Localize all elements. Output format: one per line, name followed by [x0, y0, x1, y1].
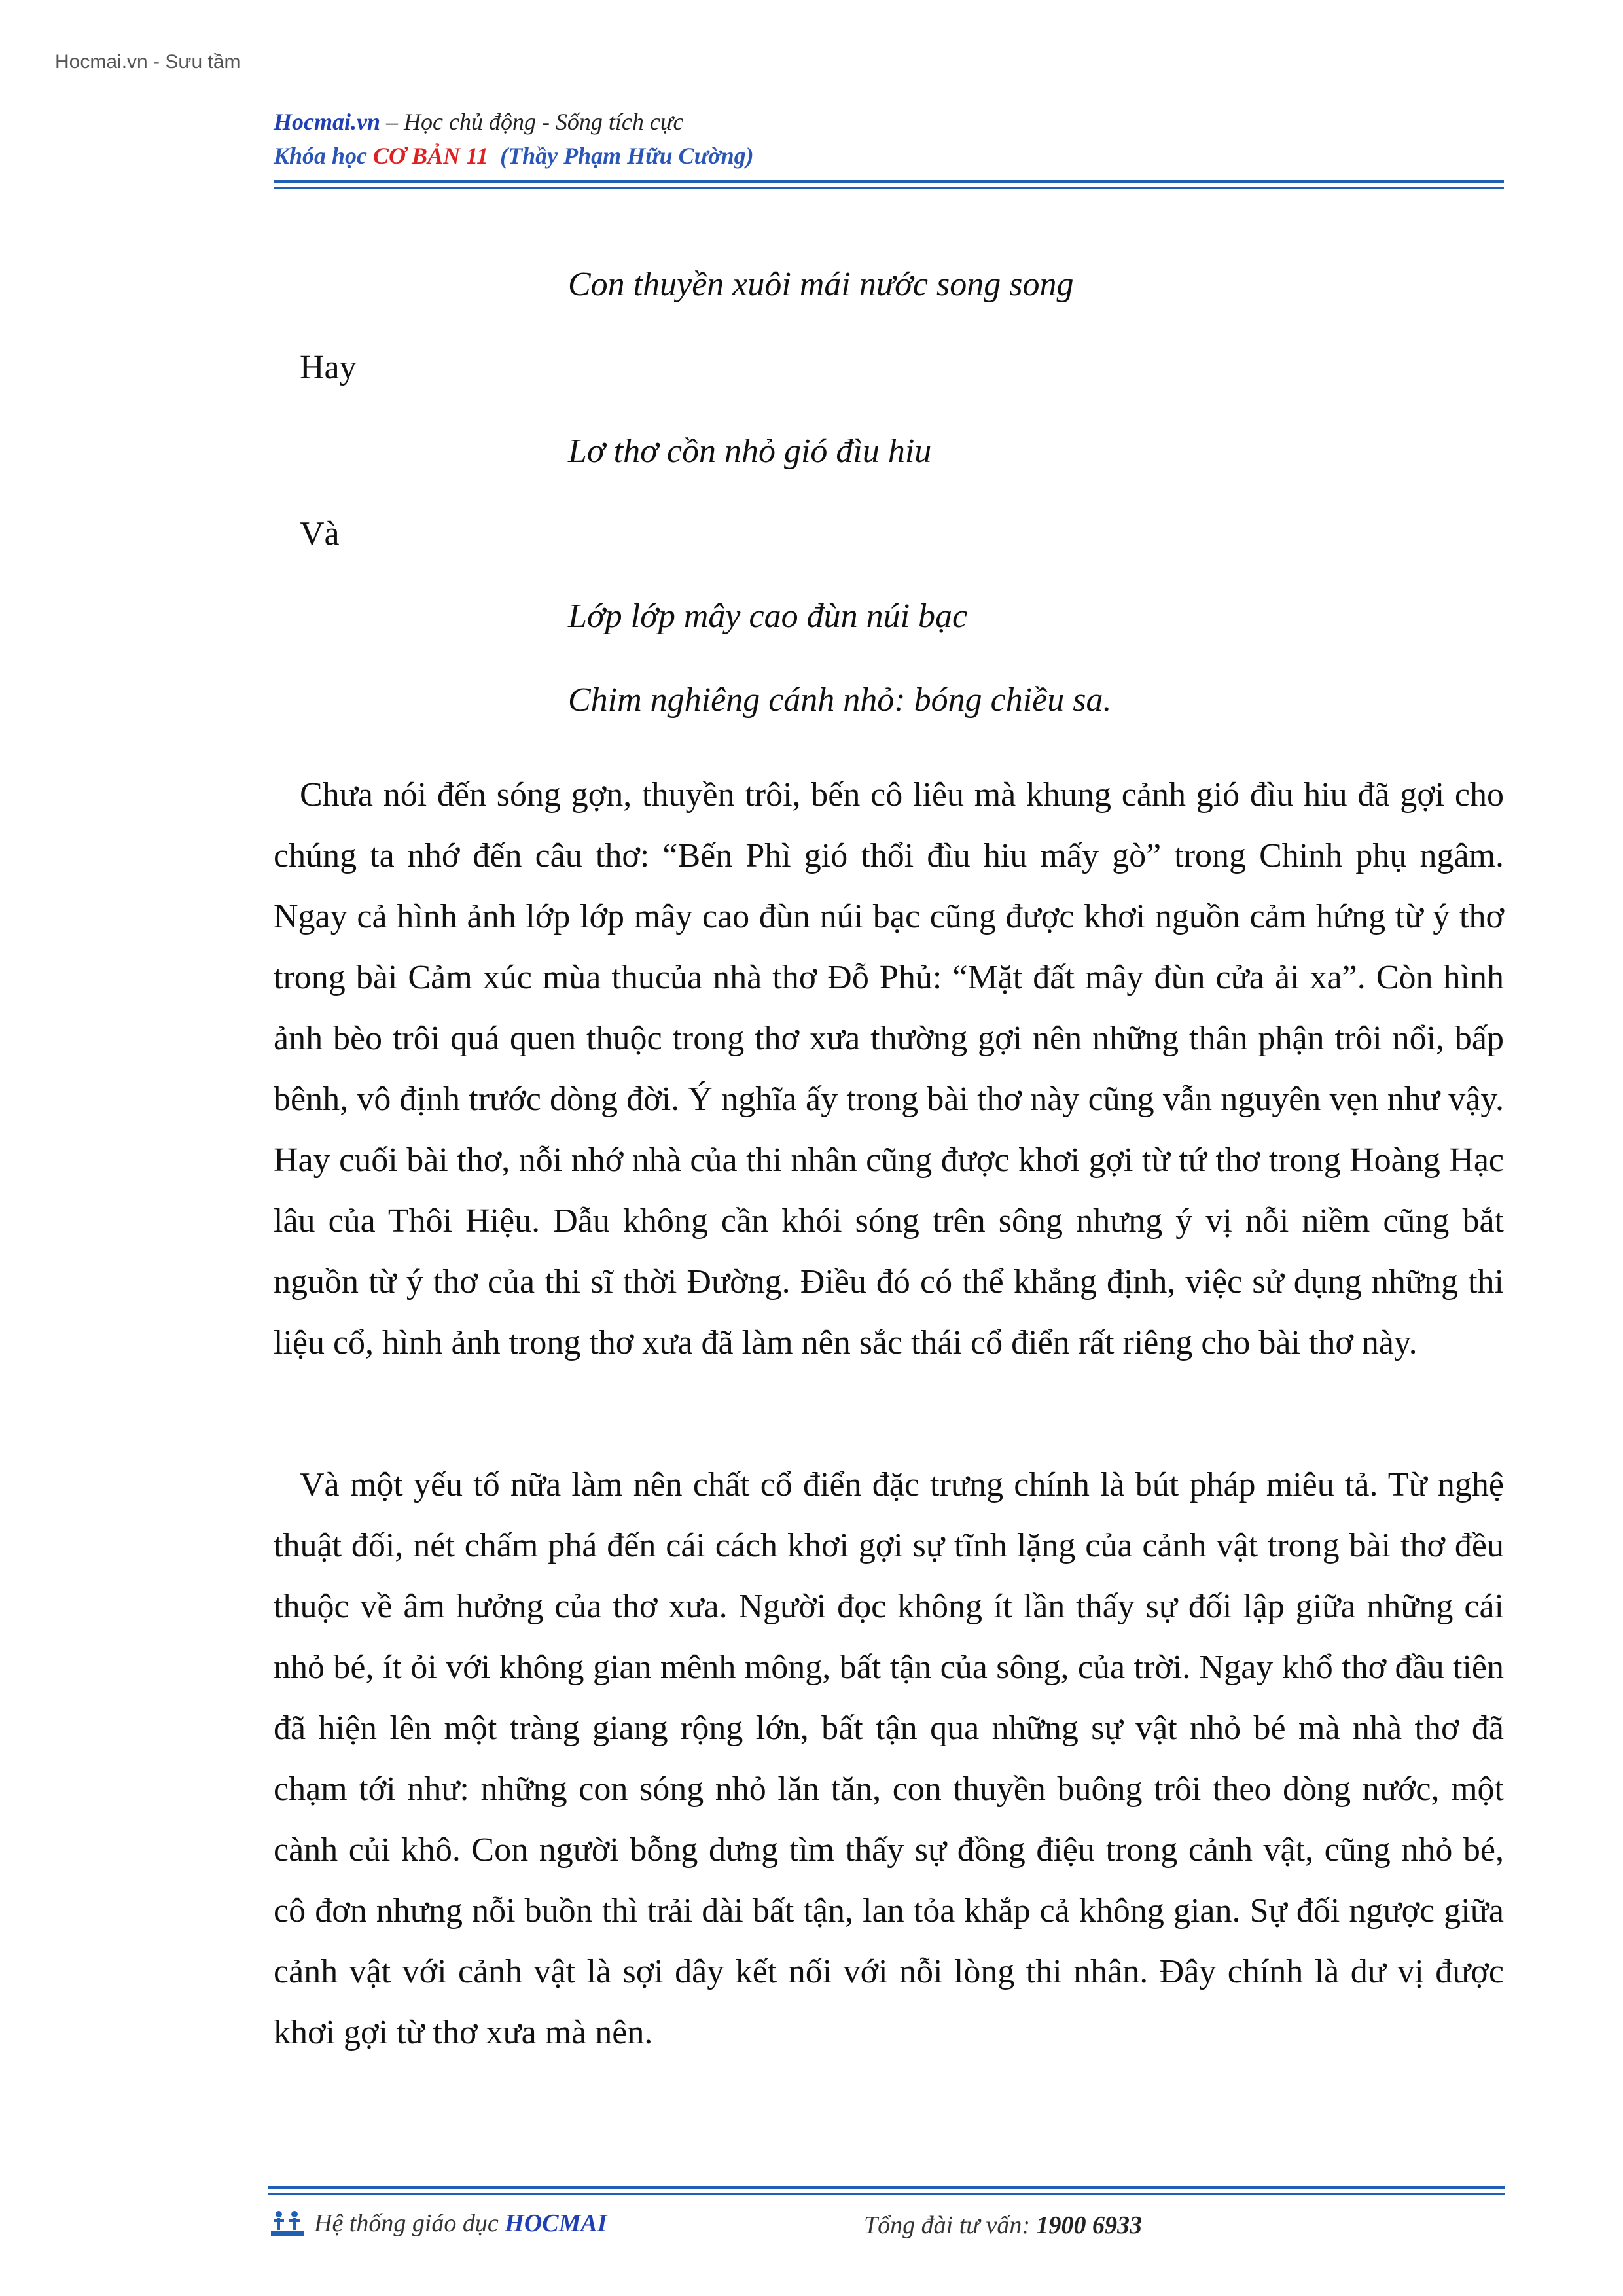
- brand-name: Hocmai.vn: [274, 109, 380, 135]
- poem-line-2: Lơ thơ cồn nhỏ gió đìu hiu: [568, 433, 932, 470]
- poem-line-3: Lớp lớp mây cao đùn núi bạc: [568, 598, 968, 635]
- connector-va: Và: [300, 515, 340, 552]
- teacher-name: (Thầy Phạm Hữu Cường): [488, 143, 754, 169]
- footer-divider: [268, 2186, 1505, 2195]
- footer-left: [270, 2209, 607, 2238]
- header-line-1: [274, 105, 1504, 139]
- source-watermark: Hocmai.vn - Sưu tầm: [55, 51, 241, 73]
- system-name: HOCMAI: [505, 2210, 607, 2237]
- connector-hay: Hay: [300, 349, 357, 386]
- poem-line-1: Con thuyền xuôi mái nước song song: [568, 266, 1074, 303]
- system-label-text: Hệ thống giáo dục: [314, 2210, 505, 2237]
- paragraph-2: Và một yếu tố nữa làm nên chất cổ điển đặc trưng chính là bút pháp miêu tả. Từ nghệ thuật đối, nét chấm phá đến cái cách khơi gợi sự tĩnh lặng của cảnh vật trong bài thơ đều thuộc về âm hưởng của thơ xưa. Người đọc không ít lần thấy sự đối lập giữa những cái nhỏ bé, ít ỏi với không gian mênh mông, bất tận của sông, của trời. Ngay khổ thơ đầu tiên đã hiện lên một tràng giang rộng lớn, bất tận qua những sự vật nhỏ bé mà nhà thơ đã chạm tới như: những con sóng nhỏ lăn tăn, con thuyền buông trôi theo dòng nước, một cành củi khô. Con người bỗng dưng tìm thấy sự đồng điệu trong cảnh vật, cũng nhỏ bé, cô đơn nhưng nỗi buồn thì trải dài bất tận, lan tỏa khắp cả không gian. Sự đối ngược giữa cảnh vật với cảnh vật là sợi dây kết nối với nỗi lòng thi nhân. Đây chính là dư vị được khơi gợi từ thơ xưa mà nên.: [274, 1466, 1504, 2051]
- course-name: CƠ BẢN 11: [373, 143, 489, 169]
- paragraph-1: Chưa nói đến sóng gợn, thuyền trôi, bến cô liêu mà khung cảnh gió đìu hiu đã gợi cho chúng ta nhớ đến câu thơ: “Bến Phì gió thổi đìu hiu mấy gò” trong Chinh phụ ngâm. Ngay cả hình ảnh lớp lớp mây cao đùn núi bạc cũng được khơi nguồn cảm hứng từ ý thơ trong bài Cảm xúc mùa thucủa nhà thơ Đỗ Phủ: “Mặt đất mây đùn cửa ải xa”. Còn hình ảnh bèo trôi quá quen thuộc trong thơ xưa thường gợi nên những thân phận trôi nổi, bấp bênh, vô định trước dòng đời. Ý nghĩa ấy trong bài thơ này cũng vẫn nguyên vẹn như vậy. Hay cuối bài thơ, nỗi nhớ nhà của thi nhân cũng được khơi gợi từ tứ thơ trong Hoàng Hạc lâu của Thôi Hiệu. Dẫu không cần khói sóng trên sông nhưng ý vị nỗi niềm cũng bắt nguồn từ ý thơ của thi sĩ thời Đường. Điều đó có thể khẳng định, việc sử dụng những thi liệu cổ, hình ảnh trong thơ xưa đã làm nên sắc thái cổ điển rất riêng cho bài thơ này.: [274, 776, 1504, 1361]
- page-header: [274, 105, 1504, 173]
- poem-line-4: Chim nghiêng cánh nhỏ: bóng chiều sa.: [568, 681, 1112, 719]
- header-line-2: [274, 139, 1504, 173]
- hotline-number: 1900 6933: [1036, 2212, 1142, 2239]
- brand-slogan: – Học chủ động - Sống tích cực: [380, 109, 684, 135]
- hotline-label: Tổng đài tư vấn:: [864, 2212, 1037, 2239]
- hocmai-logo-icon: [270, 2209, 305, 2238]
- header-divider: [274, 180, 1504, 189]
- education-system-label: [314, 2209, 607, 2238]
- course-prefix: Khóa học: [274, 143, 374, 169]
- footer-hotline: [864, 2211, 1142, 2240]
